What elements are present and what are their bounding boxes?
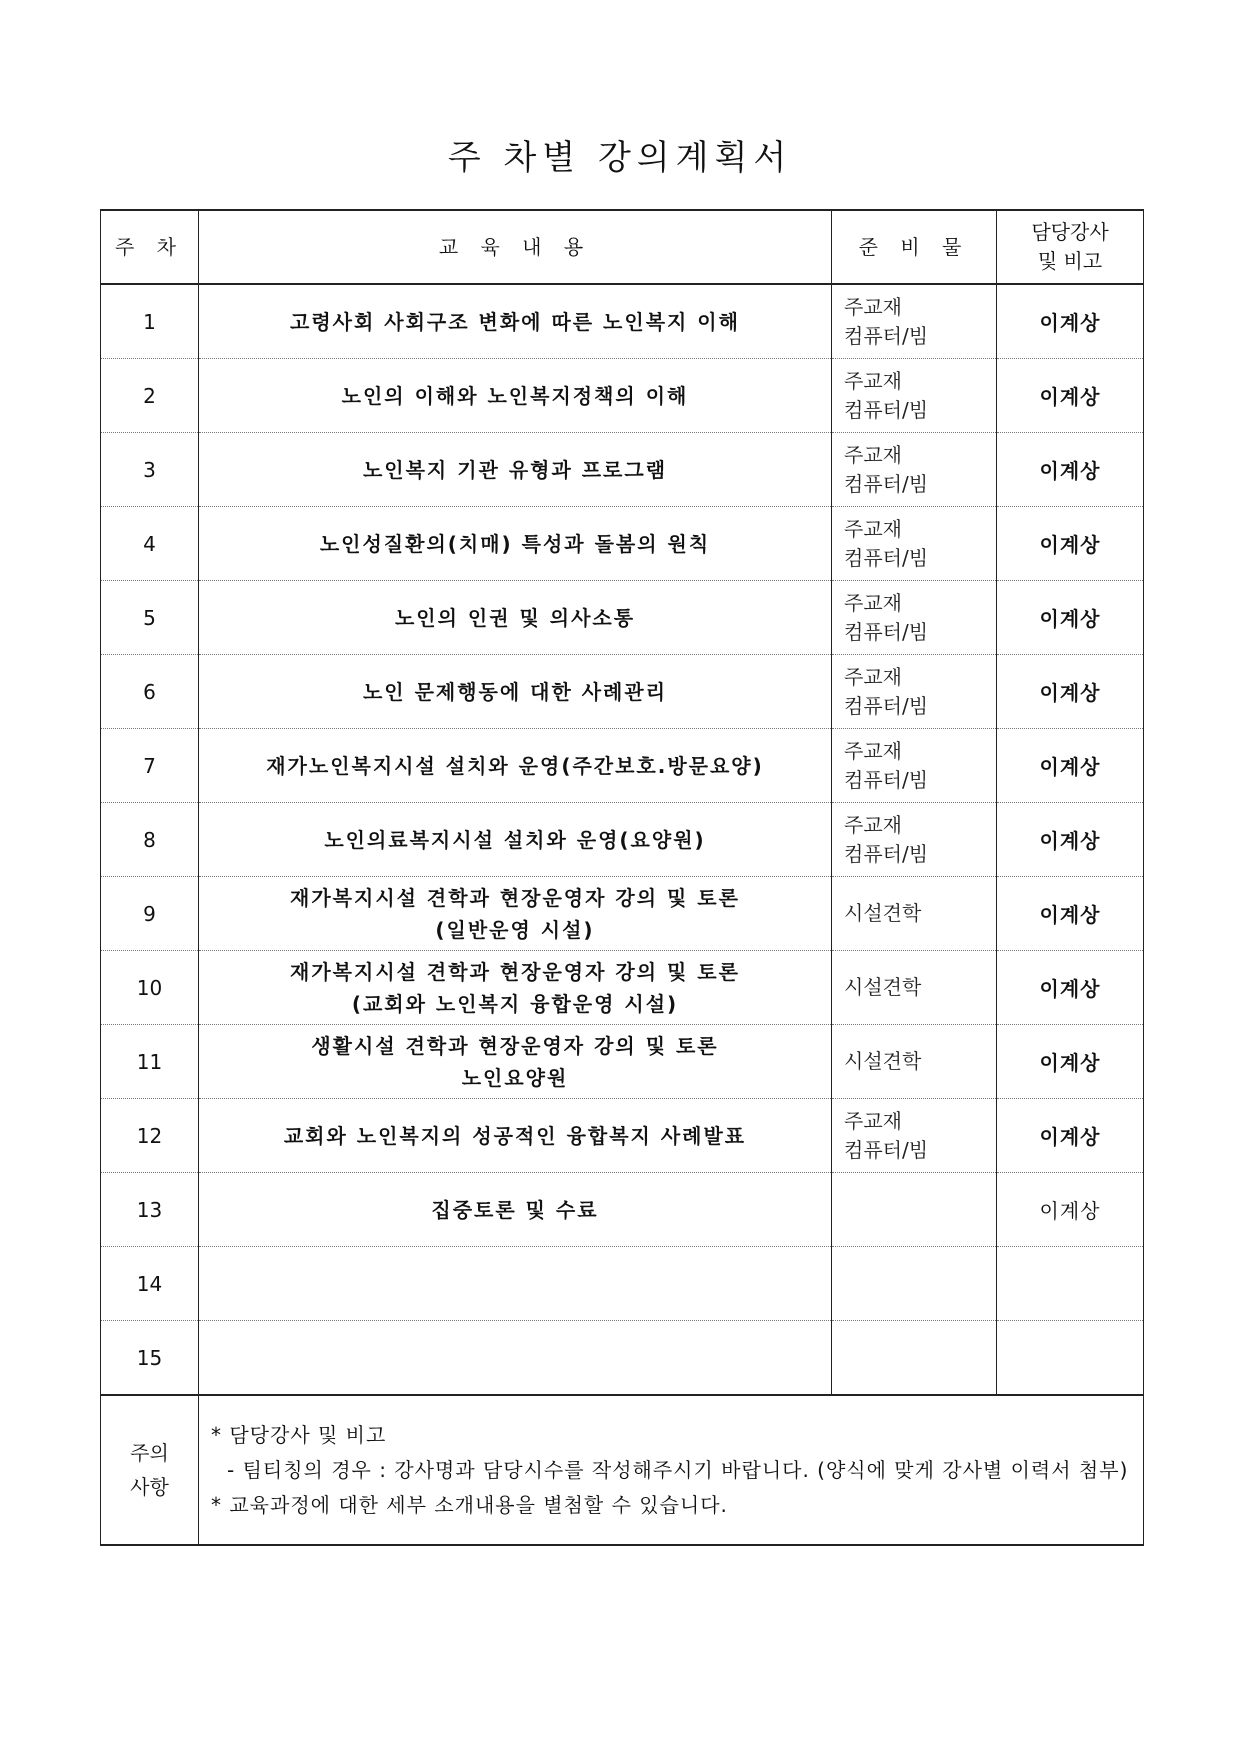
content-cell (199, 877, 832, 951)
content-line: 노인의료복지시설 설치와 운영(요양원) (324, 827, 706, 852)
note-line-1: * 담당강사 및 비고 (211, 1422, 387, 1447)
content-cell (199, 1247, 832, 1321)
content-line: 재가복지시설 견학과 현장운영자 강의 및 토론 (290, 885, 740, 910)
instructor-cell: 이계상 (997, 877, 1144, 951)
materials-cell (832, 1099, 997, 1173)
week-cell: 2 (101, 359, 199, 433)
content-cell (199, 951, 832, 1025)
materials-cell (832, 655, 997, 729)
content-line: 노인성질환의(치매) 특성과 돌봄의 원칙 (319, 531, 711, 556)
table-row (101, 1099, 1144, 1173)
materials-line: 주교재 (844, 590, 902, 615)
materials-line: 컴퓨터/빔 (844, 693, 929, 718)
materials-cell (832, 803, 997, 877)
week-cell: 13 (101, 1173, 199, 1247)
note-line-2: - 팀티칭의 경우 : 강사명과 담당시수를 작성해주시기 바랍니다. (양식에 맞게 강사별 이력서 첨부) (227, 1457, 1129, 1482)
instructor-cell: 이계상 (997, 1025, 1144, 1099)
notes-label-line2: 사항 (130, 1475, 169, 1499)
table-row (101, 951, 1144, 1025)
page-title: 주 차별 강의계획서 (447, 138, 793, 178)
header-instructor-line1: 담당강사 (1031, 220, 1109, 244)
week-cell: 6 (101, 655, 199, 729)
instructor-cell: 이계상 (997, 581, 1144, 655)
materials-line: 주교재 (844, 516, 902, 541)
notes-body (199, 1395, 1144, 1545)
week-cell: 7 (101, 729, 199, 803)
instructor-cell: 이계상 (997, 655, 1144, 729)
materials-line: 주교재 (844, 294, 902, 319)
week-cell: 4 (101, 507, 199, 581)
week-cell: 10 (101, 951, 199, 1025)
materials-line: 주교재 (844, 1108, 902, 1133)
header-materials: 준 비 물 (832, 210, 997, 284)
materials-line: 시설견학 (844, 975, 922, 999)
materials-cell (832, 1025, 997, 1099)
header-content: 교 육 내 용 (199, 210, 832, 284)
materials-cell (832, 1247, 997, 1321)
materials-line: 주교재 (844, 442, 902, 467)
week-cell: 5 (101, 581, 199, 655)
materials-line: 컴퓨터/빔 (844, 471, 929, 496)
materials-cell (832, 581, 997, 655)
materials-line: 컴퓨터/빔 (844, 323, 929, 348)
materials-line: 컴퓨터/빔 (844, 767, 929, 792)
instructor-cell: 이계상 (997, 507, 1144, 581)
content-line: 노인의 이해와 노인복지정책의 이해 (341, 383, 689, 408)
table-header-row (101, 210, 1144, 284)
materials-cell (832, 877, 997, 951)
content-line: 생활시설 견학과 현장운영자 강의 및 토론 (311, 1033, 719, 1058)
materials-line: 주교재 (844, 738, 902, 763)
instructor-cell: 이계상 (997, 284, 1144, 359)
content-line: 노인요양원 (461, 1065, 569, 1090)
lecture-plan-table (100, 209, 1144, 1546)
materials-cell (832, 284, 997, 359)
instructor-cell: 이계상 (997, 951, 1144, 1025)
materials-line: 주교재 (844, 664, 902, 689)
table-body (101, 284, 1144, 1395)
week-cell: 9 (101, 877, 199, 951)
week-cell: 1 (101, 284, 199, 359)
content-cell (199, 1025, 832, 1099)
materials-line: 컴퓨터/빔 (844, 545, 929, 570)
table-row (101, 1025, 1144, 1099)
table-row (101, 803, 1144, 877)
notes-label (101, 1395, 199, 1545)
content-cell (199, 359, 832, 433)
content-line: 집중토론 및 수료 (431, 1197, 599, 1222)
week-cell: 12 (101, 1099, 199, 1173)
table-row (101, 284, 1144, 359)
header-week: 주 차 (101, 210, 199, 284)
table-row (101, 581, 1144, 655)
week-cell: 11 (101, 1025, 199, 1099)
materials-cell (832, 729, 997, 803)
table-row (101, 1321, 1144, 1396)
content-line: 재가복지시설 견학과 현장운영자 강의 및 토론 (290, 959, 740, 984)
table-row (101, 1173, 1144, 1247)
table-row (101, 729, 1144, 803)
content-cell (199, 803, 832, 877)
week-cell: 8 (101, 803, 199, 877)
instructor-cell (997, 1321, 1144, 1396)
content-cell (199, 729, 832, 803)
instructor-cell: 이계상 (997, 729, 1144, 803)
instructor-cell: 이계상 (997, 359, 1144, 433)
content-cell (199, 1173, 832, 1247)
table-row (101, 507, 1144, 581)
week-cell: 14 (101, 1247, 199, 1321)
content-cell (199, 581, 832, 655)
instructor-cell: 이계상 (997, 1173, 1144, 1247)
content-cell (199, 1099, 832, 1173)
materials-cell (832, 359, 997, 433)
instructor-cell: 이계상 (997, 803, 1144, 877)
content-line: 교회와 노인복지의 성공적인 융합복지 사례발표 (283, 1123, 747, 1148)
materials-cell (832, 951, 997, 1025)
header-instructor-line2: 및 비고 (1037, 249, 1103, 273)
notes-row (101, 1395, 1144, 1545)
table-row (101, 655, 1144, 729)
content-cell (199, 507, 832, 581)
instructor-cell: 이계상 (997, 433, 1144, 507)
table-row (101, 359, 1144, 433)
materials-cell (832, 1321, 997, 1396)
materials-cell (832, 433, 997, 507)
notes-label-line1: 주의 (130, 1441, 169, 1465)
materials-line: 컴퓨터/빔 (844, 619, 929, 644)
content-line: 고령사회 사회구조 변화에 따른 노인복지 이해 (290, 309, 740, 334)
table-row (101, 1247, 1144, 1321)
instructor-cell (997, 1247, 1144, 1321)
materials-cell (832, 507, 997, 581)
instructor-cell: 이계상 (997, 1099, 1144, 1173)
content-cell (199, 1321, 832, 1396)
table-row (101, 433, 1144, 507)
content-line: 노인 문제행동에 대한 사례관리 (362, 679, 668, 704)
note-line-3: * 교육과정에 대한 세부 소개내용을 별첨할 수 있습니다. (211, 1492, 728, 1517)
materials-cell (832, 1173, 997, 1247)
materials-line: 시설견학 (844, 1049, 922, 1073)
content-line: 재가노인복지시설 설치와 운영(주간보호.방문요양) (266, 753, 764, 778)
content-line: (교회와 노인복지 융합운영 시설) (351, 991, 679, 1016)
materials-line: 주교재 (844, 812, 902, 837)
content-line: 노인복지 기관 유형과 프로그램 (362, 457, 668, 482)
content-cell (199, 655, 832, 729)
content-line: 노인의 인권 및 의사소통 (394, 605, 636, 630)
header-instructor (997, 210, 1144, 284)
materials-line: 주교재 (844, 368, 902, 393)
materials-line: 컴퓨터/빔 (844, 1137, 929, 1162)
content-cell (199, 284, 832, 359)
materials-line: 컴퓨터/빔 (844, 397, 929, 422)
table-row (101, 877, 1144, 951)
week-cell: 15 (101, 1321, 199, 1396)
week-cell: 3 (101, 433, 199, 507)
content-line: (일반운영 시설) (435, 917, 595, 942)
materials-line: 시설견학 (844, 901, 922, 925)
materials-line: 컴퓨터/빔 (844, 841, 929, 866)
content-cell (199, 433, 832, 507)
